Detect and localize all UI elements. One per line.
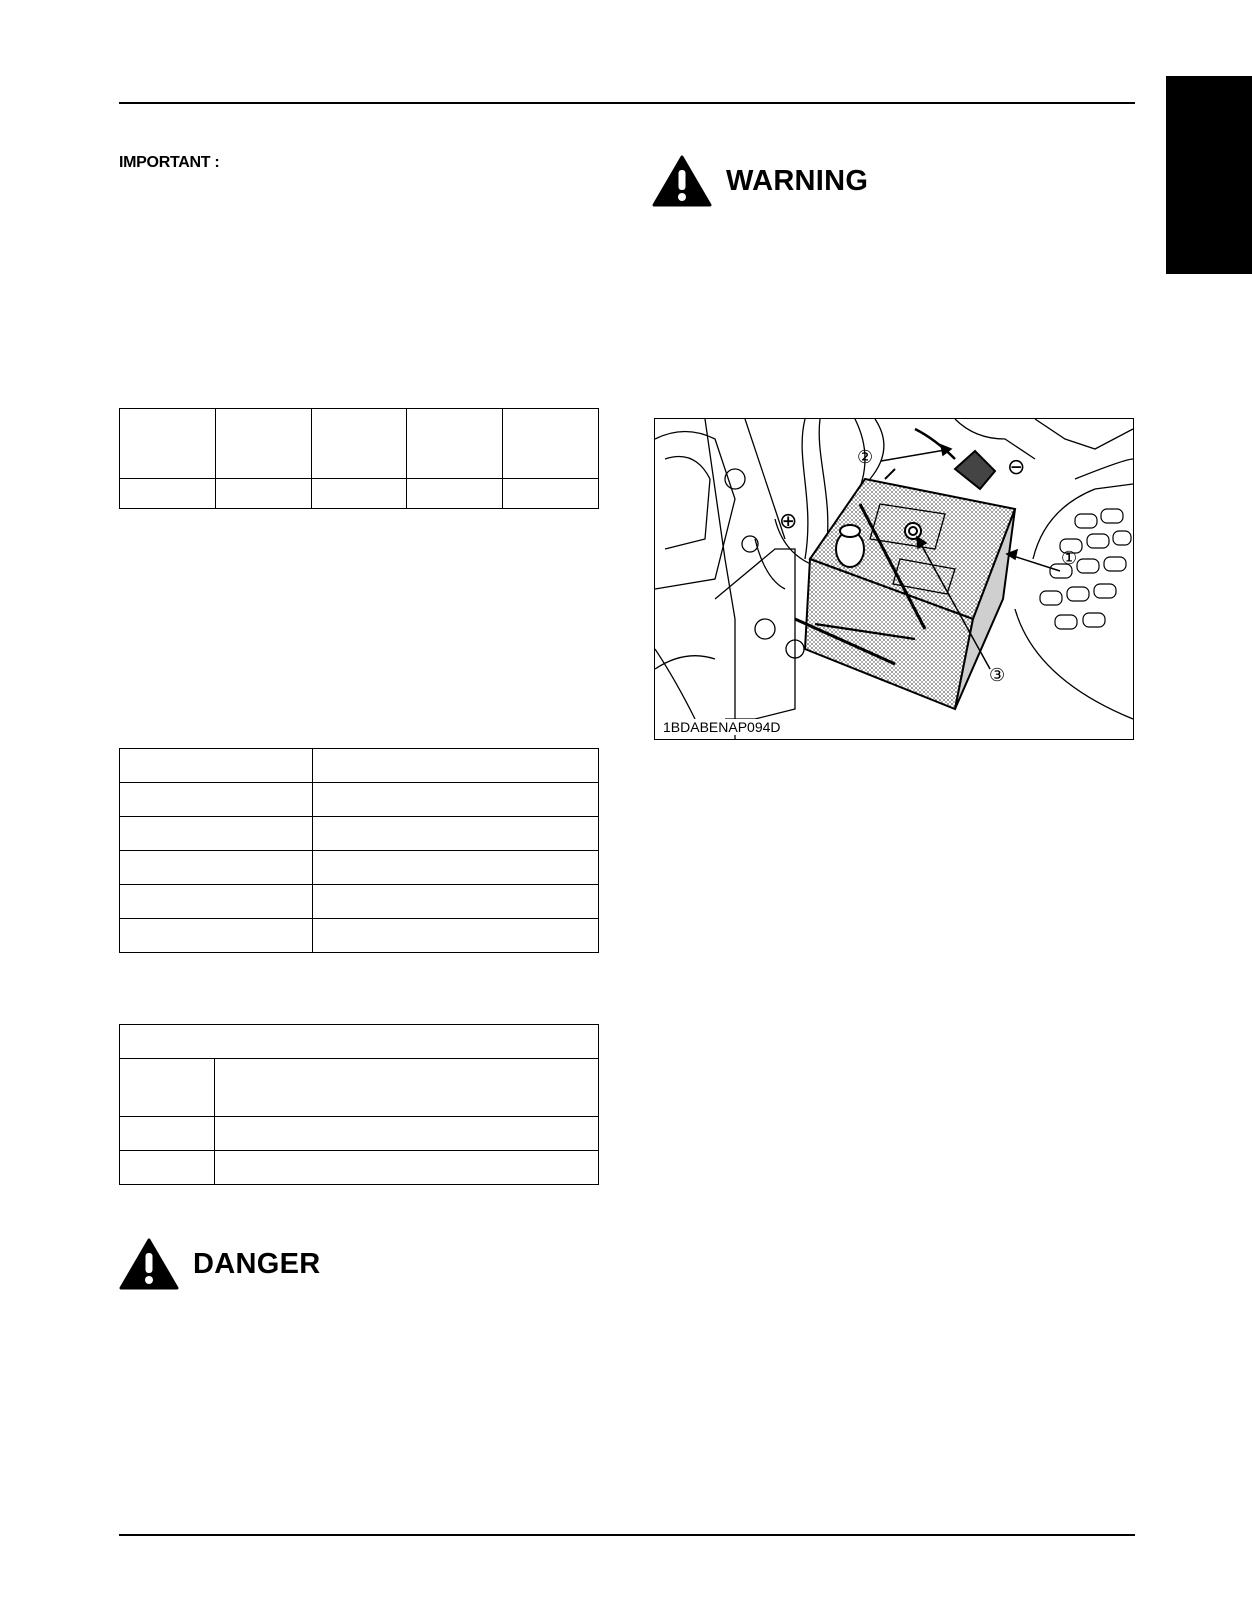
danger-label: DANGER	[193, 1247, 321, 1280]
battery-illustration	[655, 419, 1133, 739]
callout-1: ①	[1061, 548, 1078, 569]
important-label: IMPORTANT :	[119, 154, 220, 171]
figure-code: 1BDABENAP094D	[663, 719, 781, 735]
table-cell	[407, 409, 503, 479]
table-cell	[313, 885, 599, 919]
table-cell	[311, 409, 407, 479]
danger-signal	[119, 1238, 320, 1290]
table-cell	[215, 479, 311, 509]
table-cell	[311, 479, 407, 509]
table-cell	[215, 1059, 599, 1117]
warning-triangle-icon	[652, 155, 712, 207]
table-cell	[313, 919, 599, 953]
table-cell	[120, 1025, 599, 1059]
table-cell	[215, 409, 311, 479]
table-cell	[120, 1151, 215, 1185]
spec-table-3	[119, 1024, 599, 1185]
callout-2: ②	[857, 447, 874, 468]
spec-table-2	[119, 748, 599, 953]
table-cell	[313, 851, 599, 885]
negative-terminal-symbol: ⊖	[1007, 455, 1026, 480]
table-cell	[120, 409, 216, 479]
table-cell	[120, 817, 313, 851]
footer-rule	[119, 1534, 1135, 1536]
table-cell	[120, 1117, 215, 1151]
warning-triangle-icon	[119, 1238, 179, 1290]
table-cell	[215, 1117, 599, 1151]
callout-3: ③	[989, 665, 1006, 686]
table-cell	[503, 409, 599, 479]
section-tab	[1166, 76, 1252, 274]
table-cell	[120, 749, 313, 783]
table-cell	[120, 919, 313, 953]
spec-table-1	[119, 408, 599, 509]
positive-terminal-symbol: ⊕	[779, 509, 798, 534]
table-cell	[313, 783, 599, 817]
table-cell	[120, 851, 313, 885]
table-cell	[120, 1059, 215, 1117]
table-cell	[503, 479, 599, 509]
header-rule	[119, 102, 1135, 104]
battery-figure	[654, 418, 1134, 740]
table-cell	[120, 885, 313, 919]
table-cell	[120, 783, 313, 817]
table-cell	[313, 817, 599, 851]
table-cell	[313, 749, 599, 783]
table-cell	[407, 479, 503, 509]
warning-signal	[652, 155, 868, 207]
warning-label: WARNING	[726, 164, 869, 197]
table-cell	[215, 1151, 599, 1185]
table-cell	[120, 479, 216, 509]
